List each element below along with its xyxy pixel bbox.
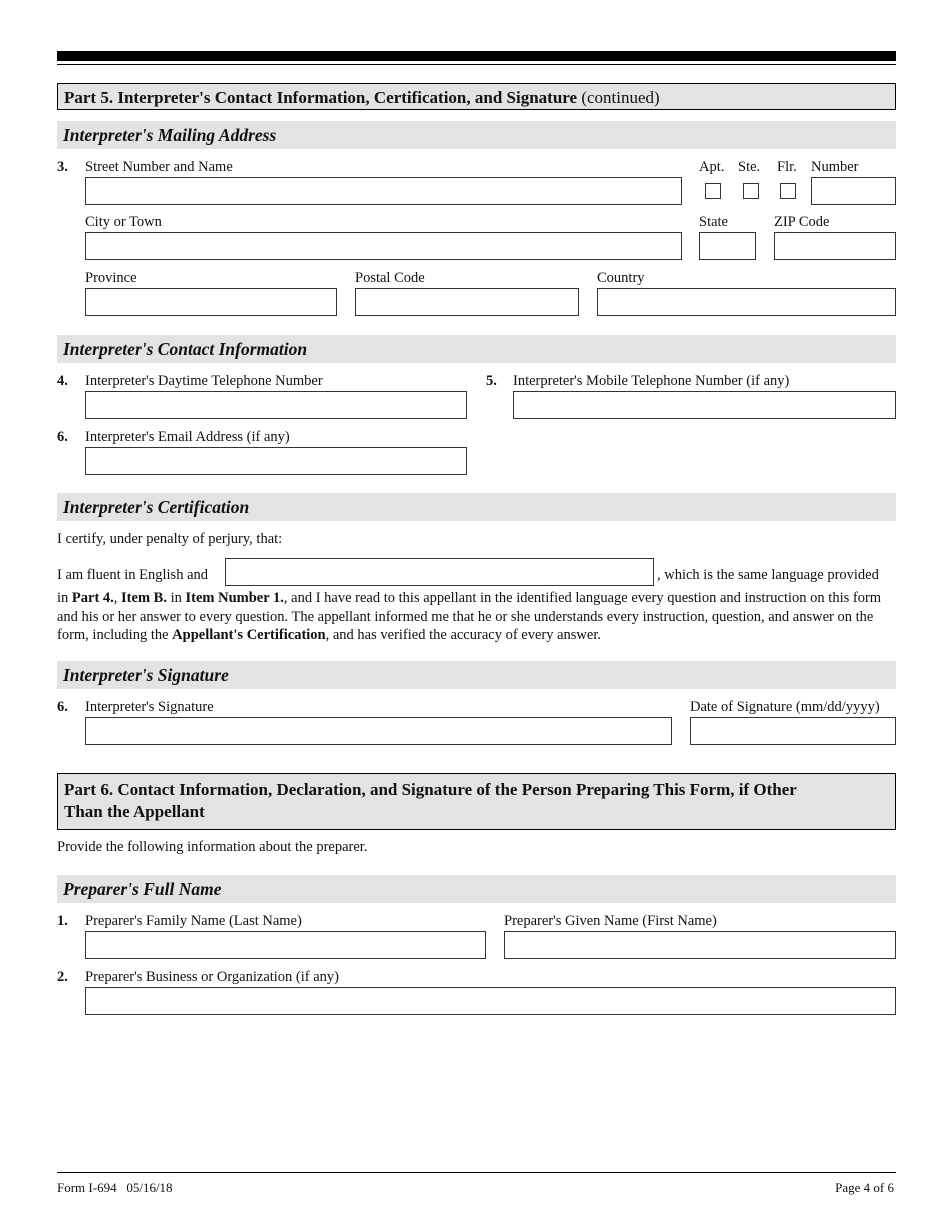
daytime-phone-input[interactable] [85, 391, 467, 419]
apt-checkbox[interactable] [705, 183, 721, 199]
flr-label: Flr. [777, 159, 797, 175]
part6-title-line1: Part 6. Contact Information, Declaration, and Signature of the Person Preparing This Form, if Other [64, 780, 797, 799]
item-6-number: 6. [57, 429, 68, 445]
fluent-suffix: , which is the same language provided [657, 567, 879, 583]
cert-text: in [57, 590, 72, 606]
language-input[interactable] [225, 558, 654, 586]
sig-item-number: 6. [57, 699, 68, 715]
part5-title-suffix: (continued) [577, 88, 660, 107]
prep-item-1-number: 1. [57, 913, 68, 929]
postal-input[interactable] [355, 288, 579, 316]
street-input[interactable] [85, 177, 682, 205]
sig-date-label: Date of Signature (mm/dd/yyyy) [690, 699, 880, 715]
zip-input[interactable] [774, 232, 896, 260]
cert-itemnum-ref: Item Number 1. [185, 590, 284, 606]
email-label: Interpreter's Email Address (if any) [85, 429, 290, 445]
form-id: Form I-694 05/16/18 [57, 1180, 173, 1195]
certification-intro: I certify, under penalty of perjury, that: [57, 531, 283, 547]
business-input[interactable] [85, 987, 896, 1015]
country-input[interactable] [597, 288, 896, 316]
state-label: State [699, 214, 728, 230]
country-label: Country [597, 270, 645, 286]
cert-itemb-ref: Item B. [121, 590, 167, 606]
number-label: Number [811, 159, 859, 175]
fluent-prefix: I am fluent in English and [57, 567, 209, 583]
page-number: Page 4 of 6 [835, 1180, 894, 1195]
signature-label: Interpreter's Signature [85, 699, 214, 715]
footer-rule [57, 1172, 896, 1173]
item-4-number: 4. [57, 373, 68, 389]
signature-heading: Interpreter's Signature [57, 661, 896, 689]
city-input[interactable] [85, 232, 682, 260]
certification-heading: Interpreter's Certification [57, 493, 896, 521]
cert-text: , and I have read to this appellant in the identified language every question and instruction on this form and his or her answer to every question. The appellant informed me that he or she understands every instruction, question, and answer on the form, including the [57, 590, 882, 643]
mailing-address-heading: Interpreter's Mailing Address [57, 121, 896, 149]
city-label: City or Town [85, 214, 162, 230]
business-label: Preparer's Business or Organization (if any) [85, 969, 340, 985]
family-name-label: Preparer's Family Name (Last Name) [85, 913, 302, 929]
top-rule-thick [57, 51, 896, 61]
ste-label: Ste. [738, 159, 761, 175]
part5-title-bold: Part 5. Interpreter's Contact Information, Certification, and Signature [64, 88, 578, 107]
given-name-input[interactable] [504, 931, 896, 959]
cert-text: , [113, 590, 122, 606]
prep-item-2-number: 2. [57, 969, 68, 985]
daytime-phone-label: Interpreter's Daytime Telephone Number [85, 373, 323, 389]
cert-text: , and has verified the accuracy of every answer. [325, 627, 601, 643]
part6-intro: Provide the following information about the preparer. [57, 839, 368, 855]
province-input[interactable] [85, 288, 337, 316]
zip-label: ZIP Code [774, 214, 830, 230]
street-label: Street Number and Name [85, 159, 233, 175]
given-name-label: Preparer's Given Name (First Name) [504, 913, 717, 929]
signature-input[interactable] [85, 717, 672, 745]
mobile-phone-label: Interpreter's Mobile Telephone Number (if any) [513, 373, 790, 389]
flr-checkbox[interactable] [780, 183, 796, 199]
item-3-number: 3. [57, 159, 68, 175]
apt-number-input[interactable] [811, 177, 896, 205]
item-5-number: 5. [486, 373, 497, 389]
cert-part4-ref: Part 4. [71, 590, 114, 606]
state-input[interactable] [699, 232, 756, 260]
top-rule-thin [57, 64, 896, 65]
contact-info-heading: Interpreter's Contact Information [57, 335, 896, 363]
certification-paragraph [57, 589, 897, 645]
cert-appellant-ref: Appellant's Certification [172, 627, 326, 643]
ste-checkbox[interactable] [743, 183, 759, 199]
part5-title [57, 83, 896, 110]
mobile-phone-input[interactable] [513, 391, 896, 419]
part6-title [57, 773, 896, 830]
apt-label: Apt. [699, 159, 725, 175]
family-name-input[interactable] [85, 931, 486, 959]
part6-title-line2: Than the Appellant [64, 802, 205, 821]
sig-date-input[interactable] [690, 717, 896, 745]
email-input[interactable] [85, 447, 467, 475]
postal-label: Postal Code [355, 270, 425, 286]
preparer-name-heading: Preparer's Full Name [57, 875, 896, 903]
cert-text: in [166, 590, 186, 606]
province-label: Province [85, 270, 137, 286]
